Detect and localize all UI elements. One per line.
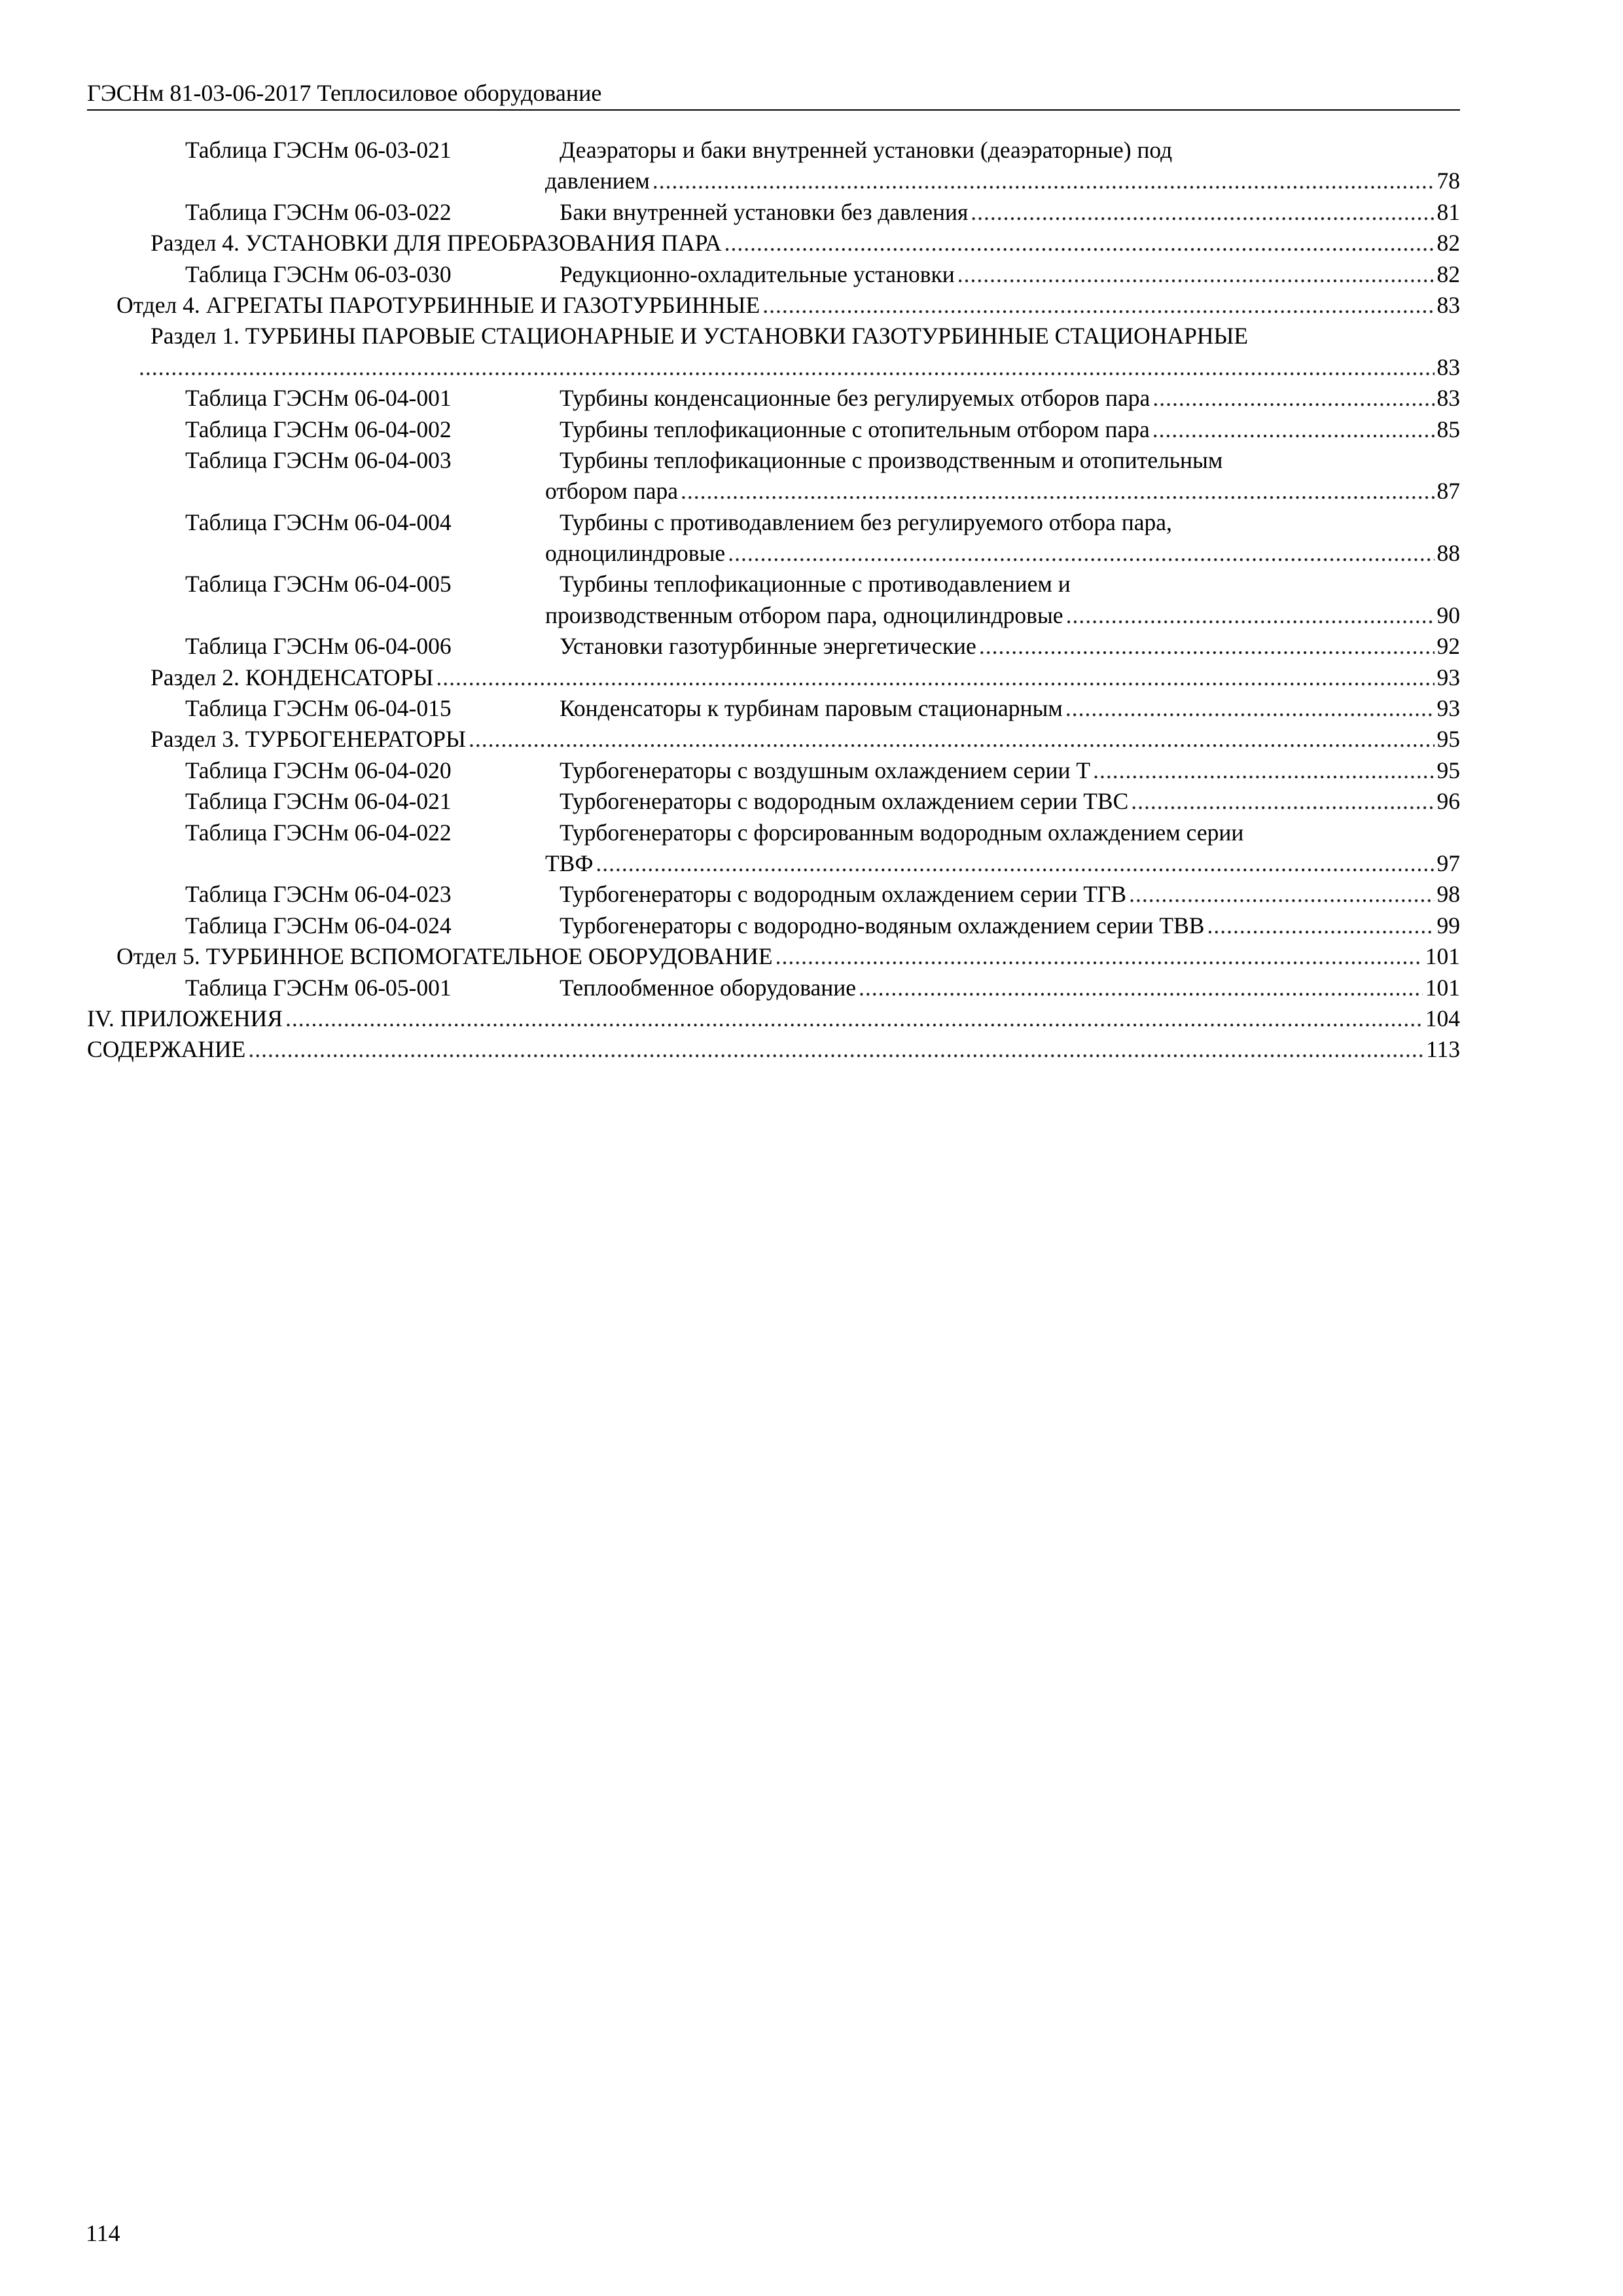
- toc-entry-text: производственным отбором пара, одноцилиндровые: [545, 601, 1063, 628]
- toc-table-code: Таблица ГЭСНм 06-04-023: [185, 881, 452, 908]
- toc-page-number: 95: [1436, 757, 1460, 783]
- dot-leader: [596, 848, 1434, 879]
- toc-entry-text: давлением: [545, 168, 650, 194]
- toc-page-number: 85: [1436, 416, 1460, 442]
- toc-entry[interactable]: [87, 445, 1460, 476]
- toc-page-number: 93: [1436, 695, 1460, 722]
- toc-heading-part[interactable]: [87, 1003, 1460, 1034]
- toc-heading-part[interactable]: [87, 1034, 1460, 1065]
- toc-entry-continuation[interactable]: [87, 848, 1460, 879]
- toc-table-code: Таблица ГЭСНм 06-03-022: [185, 198, 452, 225]
- toc-entry-title: Турбогенераторы с форсированным водородным охлаждением серии: [560, 819, 1244, 846]
- dot-leader: [1152, 383, 1434, 414]
- dot-leader: [1207, 910, 1434, 941]
- toc-entry-text: Турбины теплофикационные с отопительным отбором пара: [560, 416, 1150, 442]
- toc-entry-continuation[interactable]: [87, 476, 1460, 507]
- toc-table-code: Таблица ГЭСНм 06-04-003: [185, 446, 452, 473]
- table-of-contents: [87, 135, 1460, 1066]
- toc-entry[interactable]: [87, 817, 1460, 848]
- toc-line: [560, 879, 1460, 910]
- toc-page-number: 82: [1436, 260, 1460, 287]
- toc-line: [116, 941, 1460, 972]
- toc-entry-text: Отдел 4. АГРЕГАТЫ ПАРОТУРБИННЫЕ И ГАЗОТУРБИННЫЕ: [116, 291, 760, 318]
- toc-line: [151, 228, 1460, 259]
- dot-leader: [1065, 693, 1435, 724]
- toc-entry[interactable]: [87, 879, 1460, 910]
- toc-table-code: Таблица ГЭСНм 06-04-001: [185, 385, 452, 412]
- toc-line: [560, 973, 1460, 1003]
- toc-table-code: Таблица ГЭСНм 06-04-020: [185, 757, 452, 783]
- toc-page-number: 81: [1436, 198, 1460, 225]
- toc-table-code: Таблица ГЭСНм 06-04-024: [185, 912, 452, 939]
- toc-entry-text: отбором пара: [545, 478, 679, 505]
- toc-line: [560, 414, 1460, 445]
- toc-line: [87, 1003, 1460, 1034]
- toc-page-number: 96: [1436, 788, 1460, 815]
- toc-page-number: 83: [1436, 291, 1460, 318]
- toc-entry-text: Турбогенераторы с водородным охлаждением серии ТВС: [560, 788, 1129, 815]
- toc-table-code: Таблица ГЭСНм 06-04-006: [185, 633, 452, 660]
- toc-line: [560, 693, 1460, 724]
- running-header: ГЭСНм 81-03-06-2017 Теплосиловое оборудование: [87, 80, 602, 106]
- toc-entry[interactable]: [87, 631, 1460, 662]
- dot-leader: [652, 166, 1435, 196]
- toc-page-number: 101: [1425, 943, 1460, 970]
- toc-page-number: 88: [1436, 540, 1460, 567]
- toc-entry[interactable]: [87, 135, 1460, 166]
- toc-entry[interactable]: [87, 910, 1460, 941]
- toc-table-code: Таблица ГЭСНм 06-05-001: [185, 974, 452, 1001]
- dot-leader: [1129, 879, 1434, 910]
- toc-line: [560, 786, 1460, 817]
- toc-line: [560, 755, 1460, 786]
- toc-table-code: Таблица ГЭСНм 06-04-004: [185, 509, 452, 535]
- toc-entry-text: Установки газотурбинные энергетические: [560, 633, 976, 660]
- dot-leader: [776, 941, 1423, 972]
- toc-line: [151, 724, 1460, 755]
- toc-line: [560, 197, 1460, 228]
- toc-line: [545, 476, 1460, 507]
- toc-page-number: 93: [1436, 664, 1460, 691]
- toc-line: [87, 1034, 1460, 1065]
- toc-entry[interactable]: [87, 259, 1460, 290]
- toc-line: [545, 600, 1460, 631]
- toc-entry-text: Теплообменное оборудование: [560, 974, 857, 1001]
- toc-page-number: 98: [1436, 881, 1460, 908]
- toc-line: [560, 259, 1460, 290]
- toc-heading-continuation[interactable]: [87, 352, 1460, 383]
- dot-leader: [469, 724, 1435, 755]
- toc-line: [560, 383, 1460, 414]
- toc-entry[interactable]: [87, 755, 1460, 786]
- toc-heading-dept[interactable]: [87, 941, 1460, 972]
- toc-entry-continuation[interactable]: [87, 600, 1460, 631]
- toc-line: [545, 538, 1460, 569]
- toc-heading-section[interactable]: [87, 321, 1460, 351]
- toc-entry[interactable]: [87, 569, 1460, 600]
- toc-heading-title: Раздел 1. ТУРБИНЫ ПАРОВЫЕ СТАЦИОНАРНЫЕ И УСТАНОВКИ ГАЗОТУРБИННЫЕ СТАЦИОНАРНЫЕ: [151, 323, 1249, 350]
- toc-entry[interactable]: [87, 507, 1460, 538]
- toc-entry-text: Турбогенераторы с воздушным охлаждением серии Т: [560, 757, 1091, 783]
- toc-heading-section[interactable]: [87, 724, 1460, 755]
- toc-heading-section[interactable]: [87, 662, 1460, 693]
- toc-line: [136, 352, 1460, 383]
- page-number: 114: [86, 2220, 120, 2246]
- toc-entry-text: Конденсаторы к турбинам паровым стационарным: [560, 695, 1063, 722]
- toc-entry-text: одноцилиндровые: [545, 540, 726, 567]
- toc-entry-text: Раздел 3. ТУРБОГЕНЕРАТОРЫ: [151, 726, 466, 753]
- toc-table-code: Таблица ГЭСНм 06-04-015: [185, 695, 452, 722]
- toc-entry-text: Турбины конденсационные без регулируемых отборов пара: [560, 385, 1150, 412]
- toc-page-number: 113: [1426, 1036, 1460, 1063]
- toc-table-code: Таблица ГЭСНм 06-04-022: [185, 819, 452, 846]
- dot-leader: [728, 538, 1434, 569]
- toc-entry[interactable]: [87, 383, 1460, 414]
- toc-page-number: 95: [1436, 726, 1460, 753]
- toc-page-number: 87: [1436, 478, 1460, 505]
- toc-page-number: 90: [1436, 601, 1460, 628]
- toc-line: [560, 910, 1460, 941]
- dot-leader: [681, 476, 1434, 507]
- dot-leader: [762, 290, 1434, 321]
- dot-leader: [957, 259, 1435, 290]
- dot-leader: [139, 352, 1435, 383]
- toc-entry-text: ТВФ: [545, 850, 594, 876]
- toc-entry-title: Турбины теплофикационные с противодавлением и: [560, 571, 1071, 598]
- toc-entry-title: Турбины теплофикационные с производственным и отопительным: [560, 446, 1223, 473]
- dot-leader: [724, 228, 1435, 259]
- toc-entry-text: IV. ПРИЛОЖЕНИЯ: [87, 1005, 283, 1031]
- toc-entry-text: Отдел 5. ТУРБИННОЕ ВСПОМОГАТЕЛЬНОЕ ОБОРУДОВАНИЕ: [116, 943, 773, 970]
- toc-page-number: 83: [1436, 385, 1460, 412]
- toc-entry-title: Деаэраторы и баки внутренней установки (деаэраторные) под: [560, 137, 1173, 163]
- toc-page-number: 92: [1436, 633, 1460, 660]
- toc-table-code: Таблица ГЭСНм 06-04-005: [185, 571, 452, 598]
- toc-page-number: 78: [1436, 168, 1460, 194]
- toc-page-number: 99: [1436, 912, 1460, 939]
- toc-line: [116, 290, 1460, 321]
- toc-heading-dept[interactable]: [87, 290, 1460, 321]
- dot-leader: [285, 1003, 1423, 1034]
- toc-entry[interactable]: [87, 786, 1460, 817]
- toc-entry-continuation[interactable]: [87, 538, 1460, 569]
- dot-leader: [1131, 786, 1434, 817]
- toc-entry-text: Раздел 2. КОНДЕНСАТОРЫ: [151, 664, 434, 691]
- dot-leader: [1152, 414, 1435, 445]
- toc-line: [560, 631, 1460, 662]
- toc-page-number: 83: [1436, 353, 1460, 380]
- toc-entry[interactable]: [87, 973, 1460, 1003]
- dot-leader: [436, 662, 1434, 693]
- toc-page-number: 104: [1425, 1005, 1460, 1031]
- toc-heading-section[interactable]: [87, 228, 1460, 259]
- toc-page-number: 101: [1425, 974, 1460, 1001]
- toc-entry-text: Редукционно-охладительные установки: [560, 260, 955, 287]
- toc-entry-text: Турбогенераторы с водородным охлаждением серии ТГВ: [560, 881, 1127, 908]
- toc-table-code: Таблица ГЭСНм 06-03-030: [185, 260, 452, 287]
- toc-entry-continuation[interactable]: [87, 166, 1460, 196]
- toc-line: [545, 848, 1460, 879]
- toc-entry-text: Турбогенераторы с водородно-водяным охлаждением серии ТВВ: [560, 912, 1205, 939]
- toc-page-number: 82: [1436, 230, 1460, 257]
- toc-entry[interactable]: [87, 693, 1460, 724]
- toc-entry-text: Раздел 4. УСТАНОВКИ ДЛЯ ПРЕОБРАЗОВАНИЯ ПАРА: [151, 230, 722, 257]
- dot-leader: [248, 1034, 1423, 1065]
- toc-page-number: 97: [1436, 850, 1460, 876]
- toc-table-code: Таблица ГЭСНм 06-03-021: [185, 137, 452, 163]
- header-divider: [87, 109, 1460, 111]
- toc-table-code: Таблица ГЭСНм 06-04-002: [185, 416, 452, 442]
- dot-leader: [979, 631, 1435, 662]
- toc-entry-text: СОДЕРЖАНИЕ: [87, 1036, 246, 1063]
- toc-entry-text: Баки внутренней установки без давления: [560, 198, 969, 225]
- dot-leader: [859, 973, 1423, 1003]
- toc-table-code: Таблица ГЭСНм 06-04-021: [185, 788, 452, 815]
- dot-leader: [1093, 755, 1434, 786]
- toc-line: [545, 166, 1460, 196]
- dot-leader: [971, 197, 1434, 228]
- toc-line: [151, 662, 1460, 693]
- toc-entry[interactable]: [87, 197, 1460, 228]
- toc-entry[interactable]: [87, 414, 1460, 445]
- toc-entry-title: Турбины с противодавлением без регулируемого отбора пара,: [560, 509, 1172, 535]
- dot-leader: [1066, 600, 1435, 631]
